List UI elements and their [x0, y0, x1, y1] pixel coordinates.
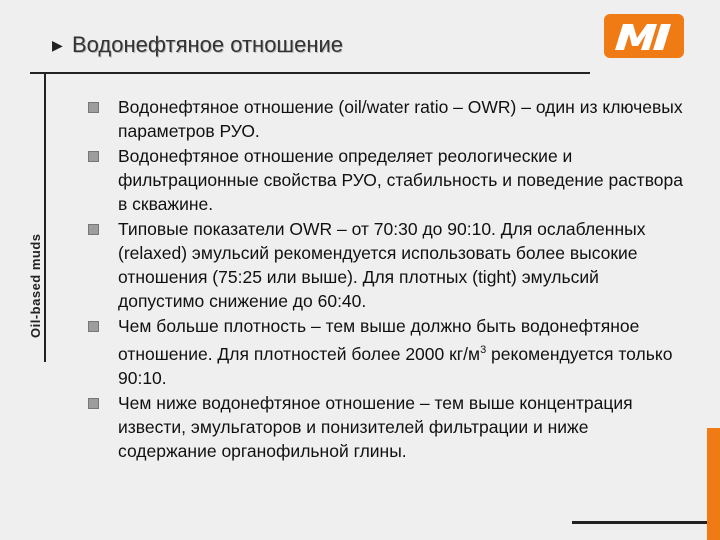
bullet-square-icon — [88, 321, 99, 332]
mi-logo-icon — [609, 18, 679, 54]
bullet-text-part: рекомендуется только 90:10. — [118, 343, 673, 388]
orange-accent-bar — [707, 428, 720, 540]
bullet-square-icon — [88, 398, 99, 409]
bullet-item — [86, 391, 686, 463]
bullet-item — [86, 144, 686, 216]
title-arrow-icon: ▶ — [52, 37, 63, 53]
bullet-text: Чем ниже водонефтяное отношение – тем выше концентрация извести, эмульгаторов и понизителей фильтрации и ниже содержание органофильной глины. — [118, 392, 633, 461]
side-vertical-line — [44, 72, 46, 362]
mi-logo — [604, 14, 684, 58]
side-label: Oil-based muds — [28, 233, 43, 338]
bullet-text: Типовые показатели OWR – от 70:30 до 90:10. Для ослабленных (relaxed) эмульсий рекомендуется использовать более высокие отношения (75:25 или выше). Для плотных (tight) эмульсий допустимо снижение до 60:40. — [118, 219, 646, 311]
page-title: Водонефтяное отношение — [72, 32, 343, 57]
bullet-text: Водонефтяное отношение (oil/water ratio – OWR) – один из ключевых параметров РУО. — [118, 97, 683, 141]
bullet-item — [86, 95, 686, 143]
bullet-list — [86, 95, 686, 464]
bullet-square-icon — [88, 151, 99, 162]
bullet-item — [86, 217, 686, 313]
bullet-square-icon — [88, 224, 99, 235]
bottom-rule — [572, 521, 712, 524]
bullet-text-part: Чем больше плотность – тем выше должно быть водонефтяное отношение. Для плотностей более 2000 кг/м — [118, 316, 640, 364]
bullet-text: Водонефтяное отношение определяет реологические и фильтрационные свойства РУО, стабильность и поведение раствора в скважине. — [118, 146, 683, 214]
title-underline — [30, 72, 590, 74]
superscript: 3 — [480, 344, 487, 356]
bullet-text — [118, 316, 672, 388]
bullet-item — [86, 314, 686, 390]
bullet-square-icon — [88, 102, 99, 113]
